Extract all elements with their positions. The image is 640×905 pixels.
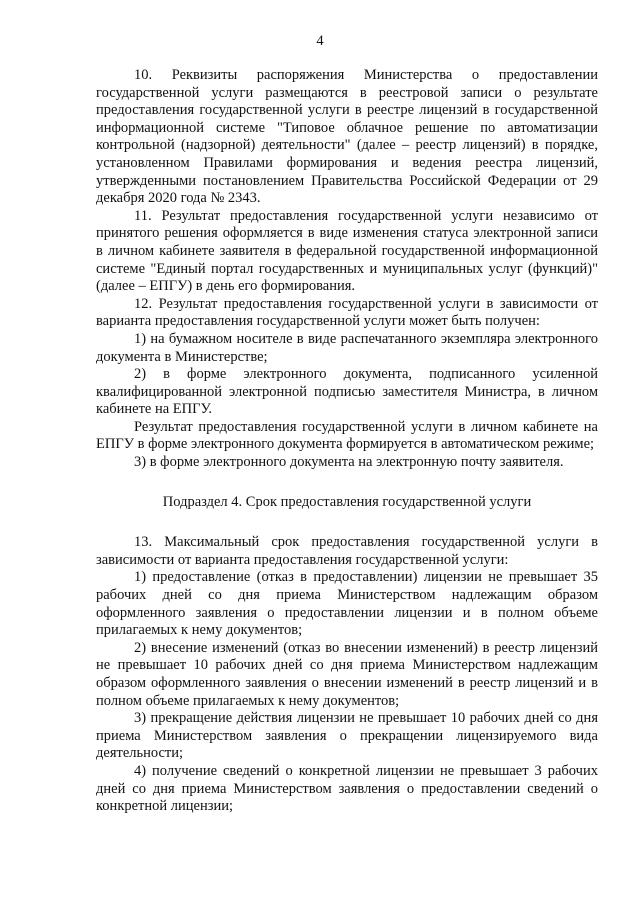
paragraph-13-item-3: 3) прекращение действия лицензии не превышает 10 рабочих дней со дня приема Министерством заявления о прекращении лицензируемого вида деятельности; [96, 710, 598, 762]
paragraph-12-item-3: 3) в форме электронного документа на электронную почту заявителя. [134, 454, 564, 471]
document-body [96, 67, 598, 816]
paragraph-13-item-4: 4) получение сведений о конкретной лицензии не превышает 3 рабочих дней со дня приема Министерством заявления о предоставлении сведений о конкретной лицензии; [96, 762, 598, 815]
paragraph-13-item-2: 2) внесение изменений (отказ во внесении изменений) в реестр лицензий не превышает 10 рабочих дней со дня приема Министерством надлежащим образом оформленного заявления о внесении изменений в реестр лицензий и в полном объеме прилагаемых к нему документов; [96, 639, 598, 709]
subsection-heading: Подраздел 4. Срок предоставления государственной услуги [162, 493, 532, 510]
paragraph-12-result-note: Результат предоставления государственной услуги в личном кабинете на ЕПГУ в форме электронного документа формируется в автоматическом режиме; [96, 418, 598, 453]
paragraph-13: 13. Максимальный срок предоставления государственной услуги в зависимости от варианта предоставления государственной услуги: [96, 534, 598, 568]
paragraph-10: 10. Реквизиты распоряжения Министерства о предоставлении государственной услуги размещаются в реестровой записи о результате предоставления государственной услуги в реестре лицензий в государственной информационной системе "Типовое облачное решение по автоматизации контрольной (надзорной) деятельности" (далее – реестр лицензий) в порядке, установленном Правилами формирования и ведения реестра лицензий, утвержденными постановлением Правительства Российской Федерации от 29 декабря 2020 года № 2343. [96, 67, 598, 207]
paragraph-13-item-1: 1) предоставление (отказ в предоставлении) лицензии не превышает 35 рабочих дней со дня приема Министерством надлежащим образом оформленного заявления о предоставлении лицензии и в полном объеме прилагаемых к нему документов; [96, 569, 598, 639]
paragraph-11: 11. Результат предоставления государственной услуги независимо от принятого решения оформляется в виде изменения статуса электронной записи в личном кабинете заявителя в федеральной государственной информационной системе "Единый портал государственных и муниципальных услуг (функций)" (далее – ЕПГУ) в день его формирования. [96, 207, 598, 295]
paragraph-12-item-1: 1) на бумажном носителе в виде распечатанного экземпляра электронного документа в Министерстве; [96, 330, 598, 365]
paragraph-12-item-2: 2) в форме электронного документа, подписанного усиленной квалифицированной электронной подписью заместителя Министра, в личном кабинете на ЕПГУ. [96, 366, 598, 418]
paragraph-12: 12. Результат предоставления государственной услуги в зависимости от варианта предоставления государственной услуги может быть получен: [96, 295, 598, 330]
page-number: 4 [316, 33, 324, 49]
